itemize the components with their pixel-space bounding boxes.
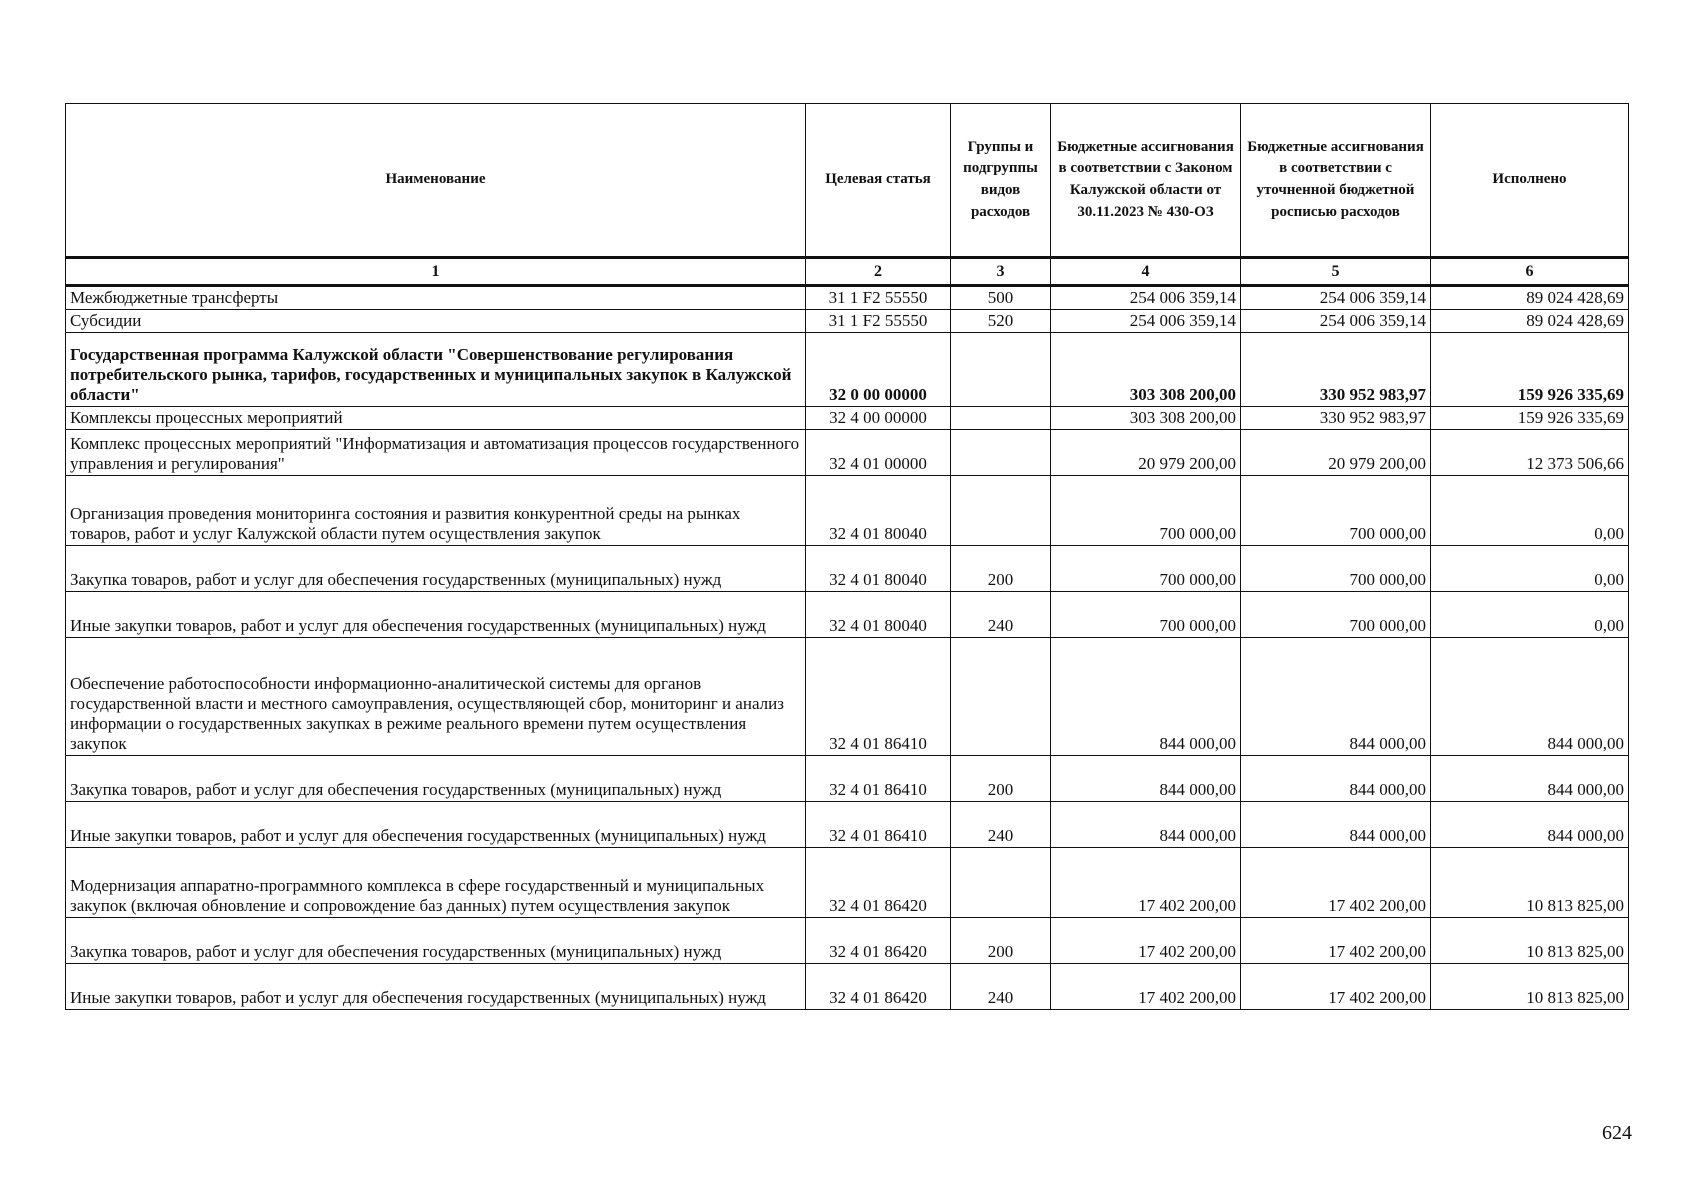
row-target-article: 32 4 01 00000 [806, 430, 951, 476]
row-law-amount: 303 308 200,00 [1051, 333, 1241, 407]
row-executed-amount: 12 373 506,66 [1431, 430, 1629, 476]
row-law-amount: 700 000,00 [1051, 592, 1241, 638]
row-name: Комплексы процессных мероприятий [66, 407, 806, 430]
row-refined-amount: 700 000,00 [1241, 592, 1431, 638]
row-name: Иные закупки товаров, работ и услуг для обеспечения государственных (муниципальных) нужд [66, 802, 806, 848]
column-number-row [66, 258, 1629, 286]
row-refined-amount: 17 402 200,00 [1241, 848, 1431, 918]
row-expense-group [951, 848, 1051, 918]
table-row [66, 592, 1629, 638]
row-executed-amount: 89 024 428,69 [1431, 286, 1629, 310]
row-name: Субсидии [66, 310, 806, 333]
row-law-amount: 17 402 200,00 [1051, 848, 1241, 918]
row-refined-amount: 844 000,00 [1241, 638, 1431, 756]
row-target-article: 32 4 01 86420 [806, 848, 951, 918]
row-refined-amount: 254 006 359,14 [1241, 286, 1431, 310]
row-target-article: 32 4 01 86410 [806, 638, 951, 756]
row-law-amount: 254 006 359,14 [1051, 310, 1241, 333]
table-row [66, 638, 1629, 756]
row-name: Закупка товаров, работ и услуг для обеспечения государственных (муниципальных) нужд [66, 546, 806, 592]
row-refined-amount: 17 402 200,00 [1241, 964, 1431, 1010]
header-executed: Исполнено [1431, 104, 1629, 258]
row-executed-amount: 10 813 825,00 [1431, 918, 1629, 964]
row-law-amount: 844 000,00 [1051, 638, 1241, 756]
row-executed-amount: 844 000,00 [1431, 756, 1629, 802]
row-executed-amount: 0,00 [1431, 546, 1629, 592]
budget-execution-table [65, 103, 1629, 1010]
row-target-article: 31 1 F2 55550 [806, 310, 951, 333]
row-expense-group: 240 [951, 592, 1051, 638]
row-expense-group [951, 430, 1051, 476]
row-refined-amount: 254 006 359,14 [1241, 310, 1431, 333]
column-number: 6 [1431, 258, 1629, 286]
row-refined-amount: 700 000,00 [1241, 546, 1431, 592]
row-refined-amount: 844 000,00 [1241, 756, 1431, 802]
table-row [66, 756, 1629, 802]
row-executed-amount: 0,00 [1431, 476, 1629, 546]
column-number: 5 [1241, 258, 1431, 286]
row-expense-group: 200 [951, 756, 1051, 802]
row-executed-amount: 10 813 825,00 [1431, 848, 1629, 918]
row-name: Закупка товаров, работ и услуг для обеспечения государственных (муниципальных) нужд [66, 918, 806, 964]
row-expense-group: 520 [951, 310, 1051, 333]
row-law-amount: 303 308 200,00 [1051, 407, 1241, 430]
row-name: Межбюджетные трансферты [66, 286, 806, 310]
row-target-article: 32 4 01 86420 [806, 964, 951, 1010]
row-target-article: 32 4 01 86410 [806, 802, 951, 848]
row-target-article: 32 4 01 86410 [806, 756, 951, 802]
row-law-amount: 844 000,00 [1051, 802, 1241, 848]
row-name: Иные закупки товаров, работ и услуг для обеспечения государственных (муниципальных) нужд [66, 964, 806, 1010]
row-refined-amount: 700 000,00 [1241, 476, 1431, 546]
row-executed-amount: 10 813 825,00 [1431, 964, 1629, 1010]
row-name: Иные закупки товаров, работ и услуг для обеспечения государственных (муниципальных) нужд [66, 592, 806, 638]
row-target-article: 31 1 F2 55550 [806, 286, 951, 310]
table-row [66, 310, 1629, 333]
row-name: Модернизация аппаратно-программного комплекса в сфере государственный и муниципальных закупок (включая обновление и сопровождение баз данных) путем осуществления закупок [66, 848, 806, 918]
row-executed-amount: 159 926 335,69 [1431, 407, 1629, 430]
row-target-article: 32 4 01 80040 [806, 592, 951, 638]
row-expense-group [951, 333, 1051, 407]
row-expense-group: 200 [951, 546, 1051, 592]
table-row [66, 286, 1629, 310]
row-expense-group: 240 [951, 964, 1051, 1010]
row-executed-amount: 89 024 428,69 [1431, 310, 1629, 333]
table-row [66, 918, 1629, 964]
row-executed-amount: 844 000,00 [1431, 802, 1629, 848]
table-row [66, 546, 1629, 592]
row-name: Комплекс процессных мероприятий "Информатизация и автоматизация процессов государственного управления и регулирования" [66, 430, 806, 476]
table-header-row [66, 104, 1629, 258]
row-target-article: 32 4 01 80040 [806, 476, 951, 546]
table-row [66, 407, 1629, 430]
row-law-amount: 700 000,00 [1051, 546, 1241, 592]
column-number: 1 [66, 258, 806, 286]
table-row [66, 964, 1629, 1010]
table-row [66, 848, 1629, 918]
row-executed-amount: 159 926 335,69 [1431, 333, 1629, 407]
row-name: Государственная программа Калужской области "Совершенствование регулирования потребительского рынка, тарифов, государственных и муниципальных закупок в Калужской области" [66, 333, 806, 407]
header-target-article: Целевая статья [806, 104, 951, 258]
row-law-amount: 700 000,00 [1051, 476, 1241, 546]
row-law-amount: 17 402 200,00 [1051, 964, 1241, 1010]
row-law-amount: 20 979 200,00 [1051, 430, 1241, 476]
row-executed-amount: 844 000,00 [1431, 638, 1629, 756]
column-number: 3 [951, 258, 1051, 286]
row-executed-amount: 0,00 [1431, 592, 1629, 638]
row-target-article: 32 4 01 86420 [806, 918, 951, 964]
row-expense-group: 500 [951, 286, 1051, 310]
row-refined-amount: 20 979 200,00 [1241, 430, 1431, 476]
row-target-article: 32 0 00 00000 [806, 333, 951, 407]
row-expense-group: 240 [951, 802, 1051, 848]
page-number: 624 [1602, 1122, 1632, 1144]
row-target-article: 32 4 01 80040 [806, 546, 951, 592]
row-refined-amount: 330 952 983,97 [1241, 333, 1431, 407]
column-number: 4 [1051, 258, 1241, 286]
column-number: 2 [806, 258, 951, 286]
row-name: Закупка товаров, работ и услуг для обеспечения государственных (муниципальных) нужд [66, 756, 806, 802]
row-law-amount: 17 402 200,00 [1051, 918, 1241, 964]
table-row [66, 802, 1629, 848]
row-expense-group [951, 638, 1051, 756]
row-expense-group [951, 407, 1051, 430]
row-refined-amount: 844 000,00 [1241, 802, 1431, 848]
table-row [66, 476, 1629, 546]
table-row [66, 333, 1629, 407]
header-expense-groups: Группы и подгруппы видов расходов [951, 104, 1051, 258]
row-law-amount: 254 006 359,14 [1051, 286, 1241, 310]
header-name: Наименование [66, 104, 806, 258]
header-refined-allocations: Бюджетные ассигнования в соответствии с уточненной бюджетной росписью расходов [1241, 104, 1431, 258]
row-law-amount: 844 000,00 [1051, 756, 1241, 802]
row-refined-amount: 330 952 983,97 [1241, 407, 1431, 430]
header-law-allocations: Бюджетные ассигнования в соответствии с Законом Калужской области от 30.11.2023 № 430-ОЗ [1051, 104, 1241, 258]
row-refined-amount: 17 402 200,00 [1241, 918, 1431, 964]
row-expense-group: 200 [951, 918, 1051, 964]
row-name: Обеспечение работоспособности информационно-аналитической системы для органов государственной власти и местного самоуправления, осуществляющей сбор, мониторинг и анализ информации о государственных закупках в режиме реального времени путем осуществления закупок [66, 638, 806, 756]
row-name: Организация проведения мониторинга состояния и развития конкурентной среды на рынках товаров, работ и услуг Калужской области путем осуществления закупок [66, 476, 806, 546]
row-expense-group [951, 476, 1051, 546]
table-row [66, 430, 1629, 476]
row-target-article: 32 4 00 00000 [806, 407, 951, 430]
